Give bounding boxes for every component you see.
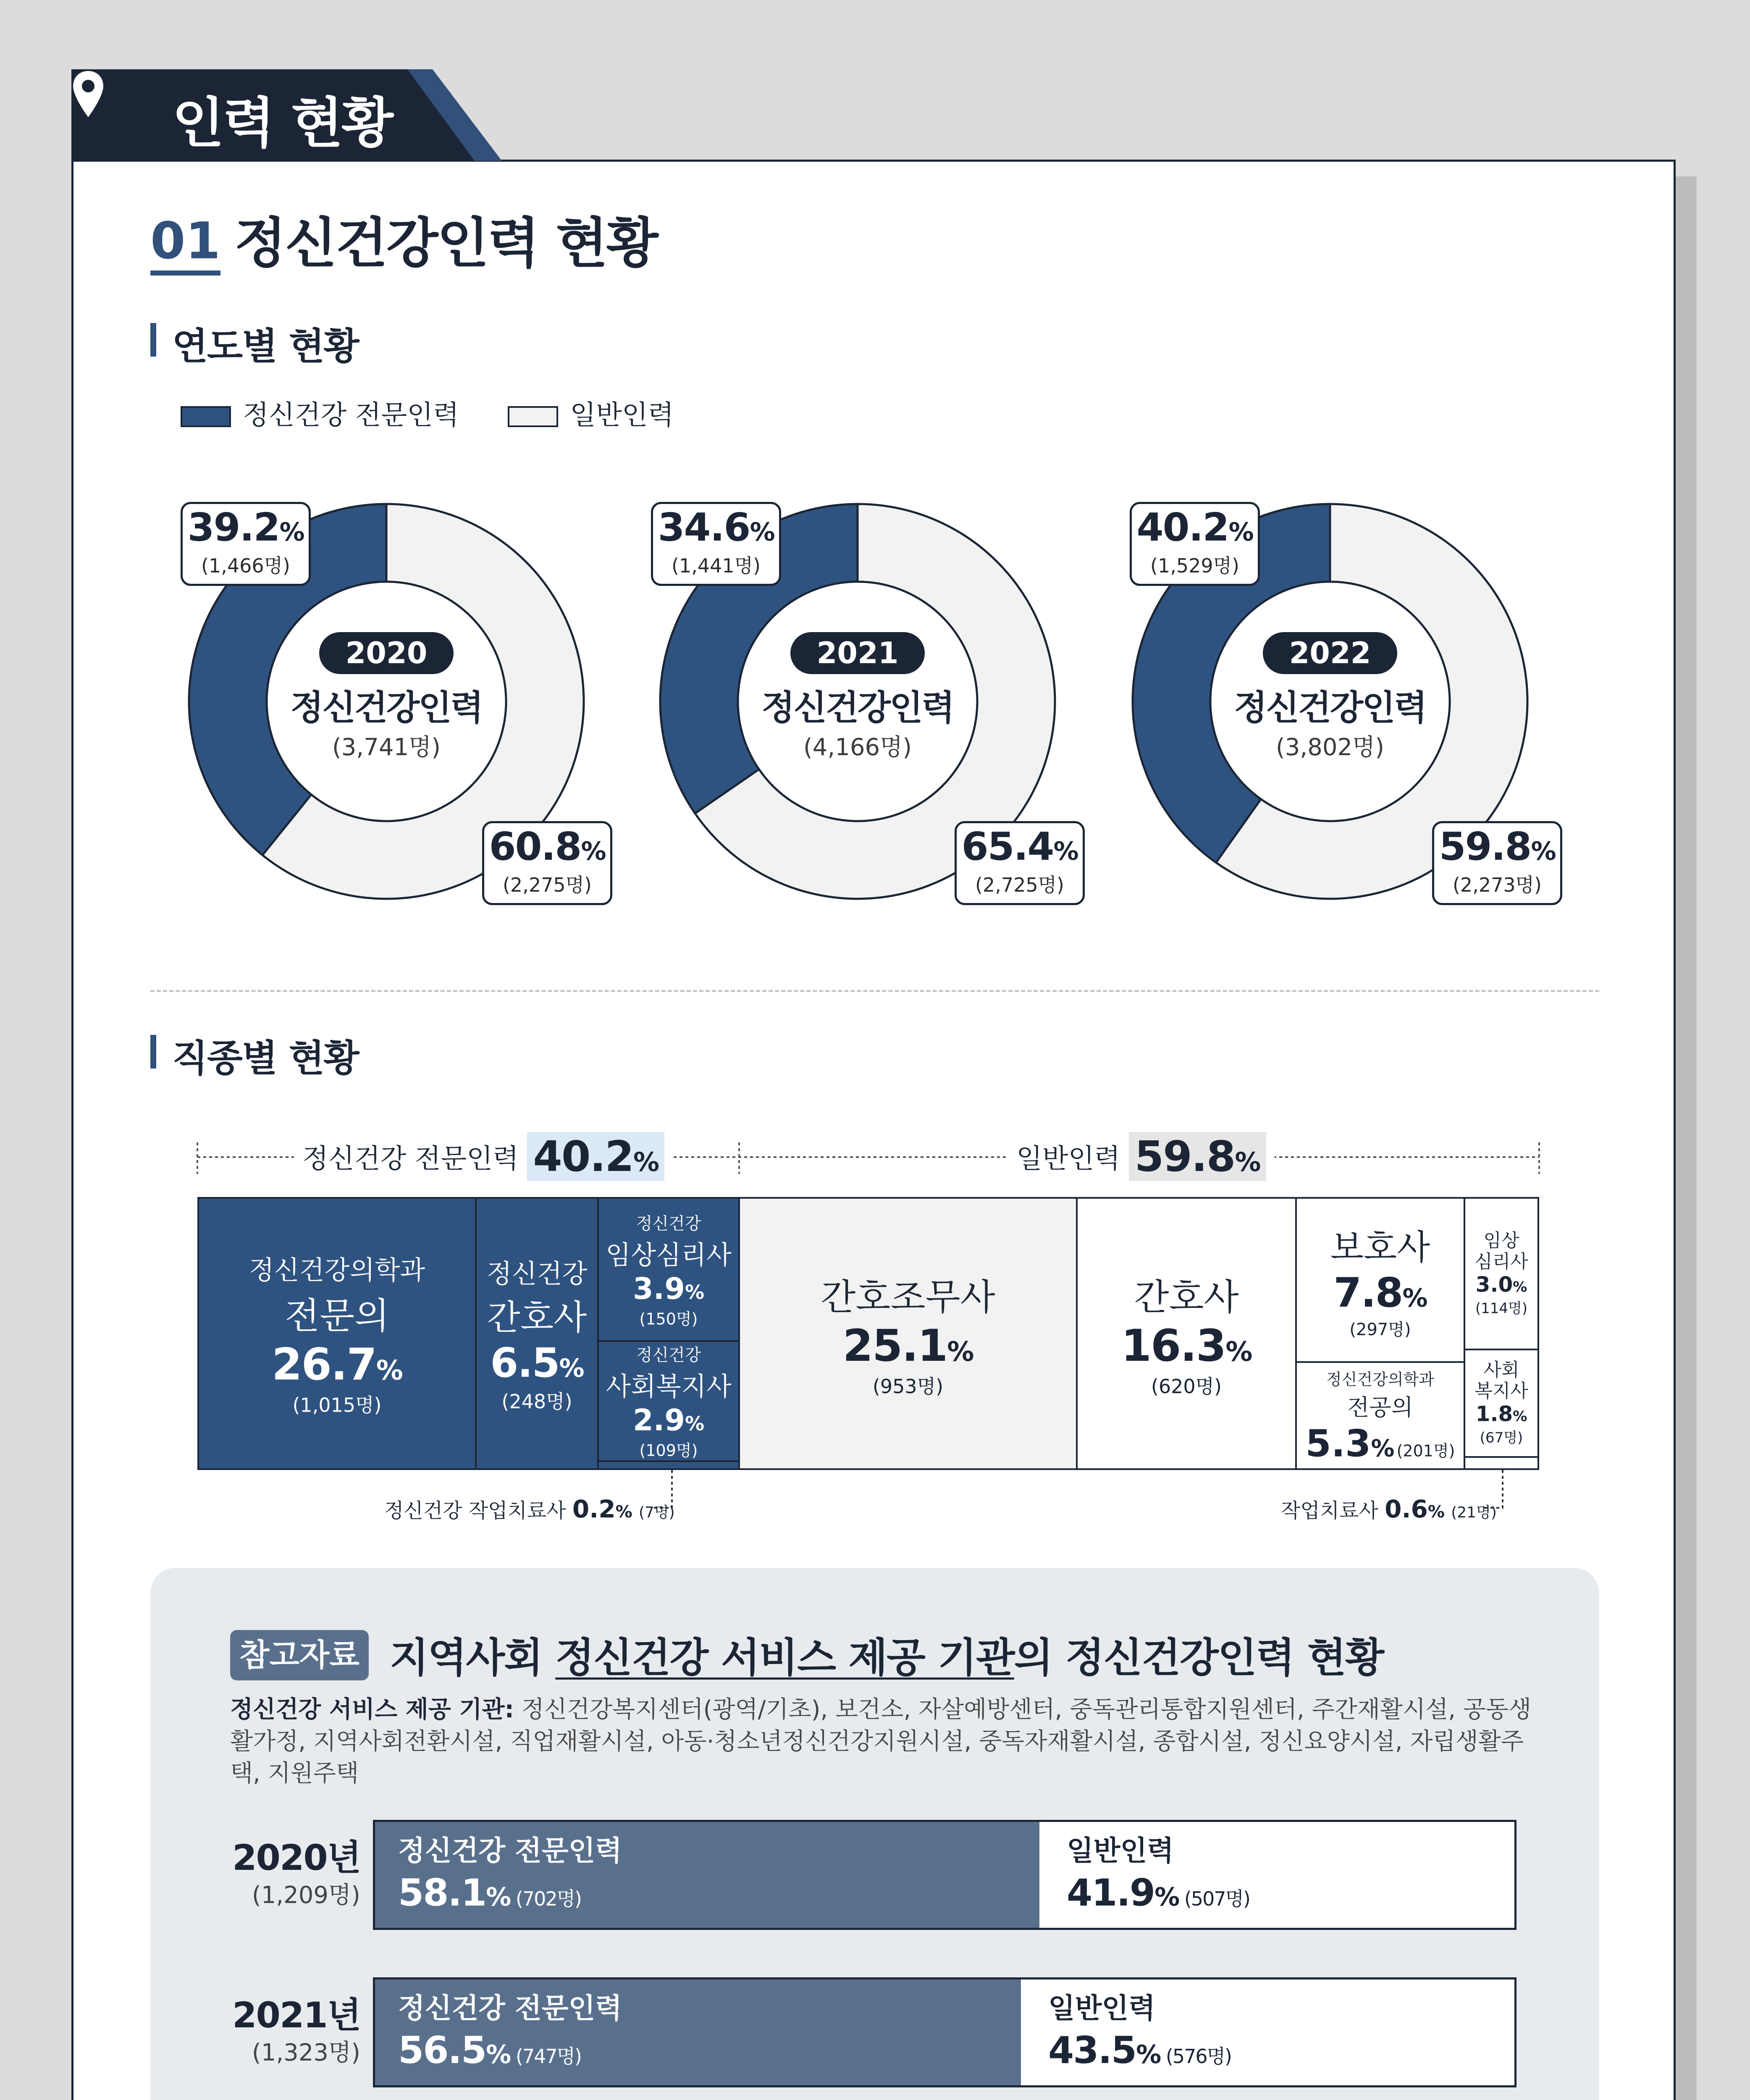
donut-center-total: (3,741명) [332,734,441,761]
callout-general-2021-count: (2,725명) [975,874,1065,896]
note-occupational-therapist: 작업치료사 0.6% (21명) [1281,1495,1497,1523]
cell-social-worker: 사회 복지사 1.8% (67명) [1464,1349,1539,1458]
callout-pro-2021 [651,502,781,586]
cell-resident: 정신건강의학과 전공의 5.3% (201명) [1295,1361,1465,1470]
callout-general-2021-pct: 65.4% [961,824,1078,869]
header-tab-title: 인력 현황 [172,92,393,155]
reference-description: 정신건강 서비스 제공 기관: 정신건강복지센터(광역/기초), 보건소, 자살예방센터, 중독관리통합지원센터, 주간재활시설, 공동생활가정, 지역사회전환시설, 직업재활시설, 아동·청소년정신건강지원시설, 중독자재활시설, 종합시설, 정신요양시설, 자립생활주택, 지원주택 [230,1696,1532,1787]
location-pin-icon [71,69,105,120]
donut-year-badge: 2020 [319,632,454,674]
donut-center-total: (4,166명) [803,734,912,761]
callout-general-2022-pct: 59.8% [1439,824,1556,869]
callout-general-2022 [1432,821,1562,905]
cell-mh-nurse: 정신건강 간호사 6.5% (248명) [475,1197,599,1470]
cell-mh-psychologist: 정신건강 임상심리사 3.9% (150명) [597,1197,740,1342]
stacked-bar-2020년 [373,1820,1516,1930]
callout-pro-2020 [181,502,311,586]
note-mh-occupational-therapist: 정신건강 작업치료사 0.2% (7명) [384,1495,675,1523]
callout-pro-2022-count: (1,529명) [1150,554,1240,577]
reference-badge: 참고자료 [230,1630,369,1680]
bracket-pro-value: 40.2% [527,1132,664,1181]
bar-label-general: 일반인력 41.9% (507명) [1067,1835,1250,1914]
cell-clinical-psychologist: 임상 심리사 3.0% (114명) [1464,1197,1539,1350]
bracket-general-value: 59.8% [1129,1132,1266,1181]
cell-nurse: 간호사 16.3% (620명) [1076,1197,1297,1470]
legend-item-pro [181,394,459,432]
callout-general-2020 [482,821,612,905]
bar-label-pro: 정신건강 전문인력 56.5% (747명) [398,1992,622,2072]
callout-general-2021 [955,821,1085,905]
callout-pro-2022 [1130,502,1260,586]
bracket-general-label: 일반인력 [1016,1143,1120,1175]
cell-mh-occupational-therapist [597,1460,740,1470]
cell-caregiver: 보호사 7.8% (297명) [1295,1197,1465,1363]
reference-box [150,1568,1599,2100]
cell-occupational-therapist [1464,1456,1539,1470]
section-number: 01 [150,214,220,276]
legend-swatch-pro [181,406,231,427]
bracket-pro-label: 정신건강 전문인력 [302,1143,519,1175]
header-tab [71,69,502,161]
bar-year-label: 2020년 (1,209명) [232,1837,360,1909]
reference-title: 지역사회 정신건강 서비스 제공 기관의 정신건강인력 현황 [390,1634,1384,1681]
donut-center-title: 정신건강인력 [761,688,954,728]
bracket-pro [294,1132,673,1181]
donut-year-badge: 2021 [790,632,925,674]
occupation-bracket [0,1126,1750,1184]
section-divider [150,990,1599,992]
subtitle-occupation: 직종별 현황 [172,1029,359,1082]
callout-general-2020-pct: 60.8% [489,824,606,869]
legend-item-general [508,394,674,432]
bar-label-general: 일반인력 43.5% (576명) [1048,1992,1232,2072]
legend-label-pro: 정신건강 전문인력 [243,400,459,431]
legend-label-general: 일반인력 [570,400,674,431]
bracket-general [1008,1132,1275,1181]
callout-general-2022-count: (2,273명) [1452,874,1542,896]
donut-center-title: 정신건강인력 [290,688,483,728]
callout-pro-2021-pct: 34.6% [658,505,774,550]
occupation-mosaic [197,1197,1539,1470]
cell-psychiatrist: 정신건강의학과 전문의 26.7% (1,015명) [197,1197,477,1470]
donut-center-total: (3,802명) [1275,734,1385,761]
section-title: 정신건강인력 현황 [234,212,657,275]
donut-year-badge: 2022 [1263,632,1397,674]
callout-pro-2020-count: (1,466명) [201,554,291,577]
bar-year-label: 2021년 (1,323명) [232,1995,360,2066]
stacked-bar-2021년 [373,1977,1516,2087]
cell-nurse-aide: 간호조무사 25.1% (953명) [738,1197,1078,1470]
callout-pro-2021-count: (1,441명) [671,554,761,577]
legend [181,394,714,432]
bar-label-pro: 정신건강 전문인력 58.1% (702명) [398,1835,622,1914]
callout-pro-2022-pct: 40.2% [1136,505,1253,550]
legend-swatch-general [508,406,558,427]
donut-center-title: 정신건강인력 [1234,688,1426,728]
callout-pro-2020-pct: 39.2% [187,505,304,550]
callout-general-2020-count: (2,275명) [502,874,592,896]
cell-mh-social-worker: 정신건강 사회복지사 2.9% (109명) [597,1340,740,1462]
subtitle-yearly: 연도별 현황 [172,317,359,370]
